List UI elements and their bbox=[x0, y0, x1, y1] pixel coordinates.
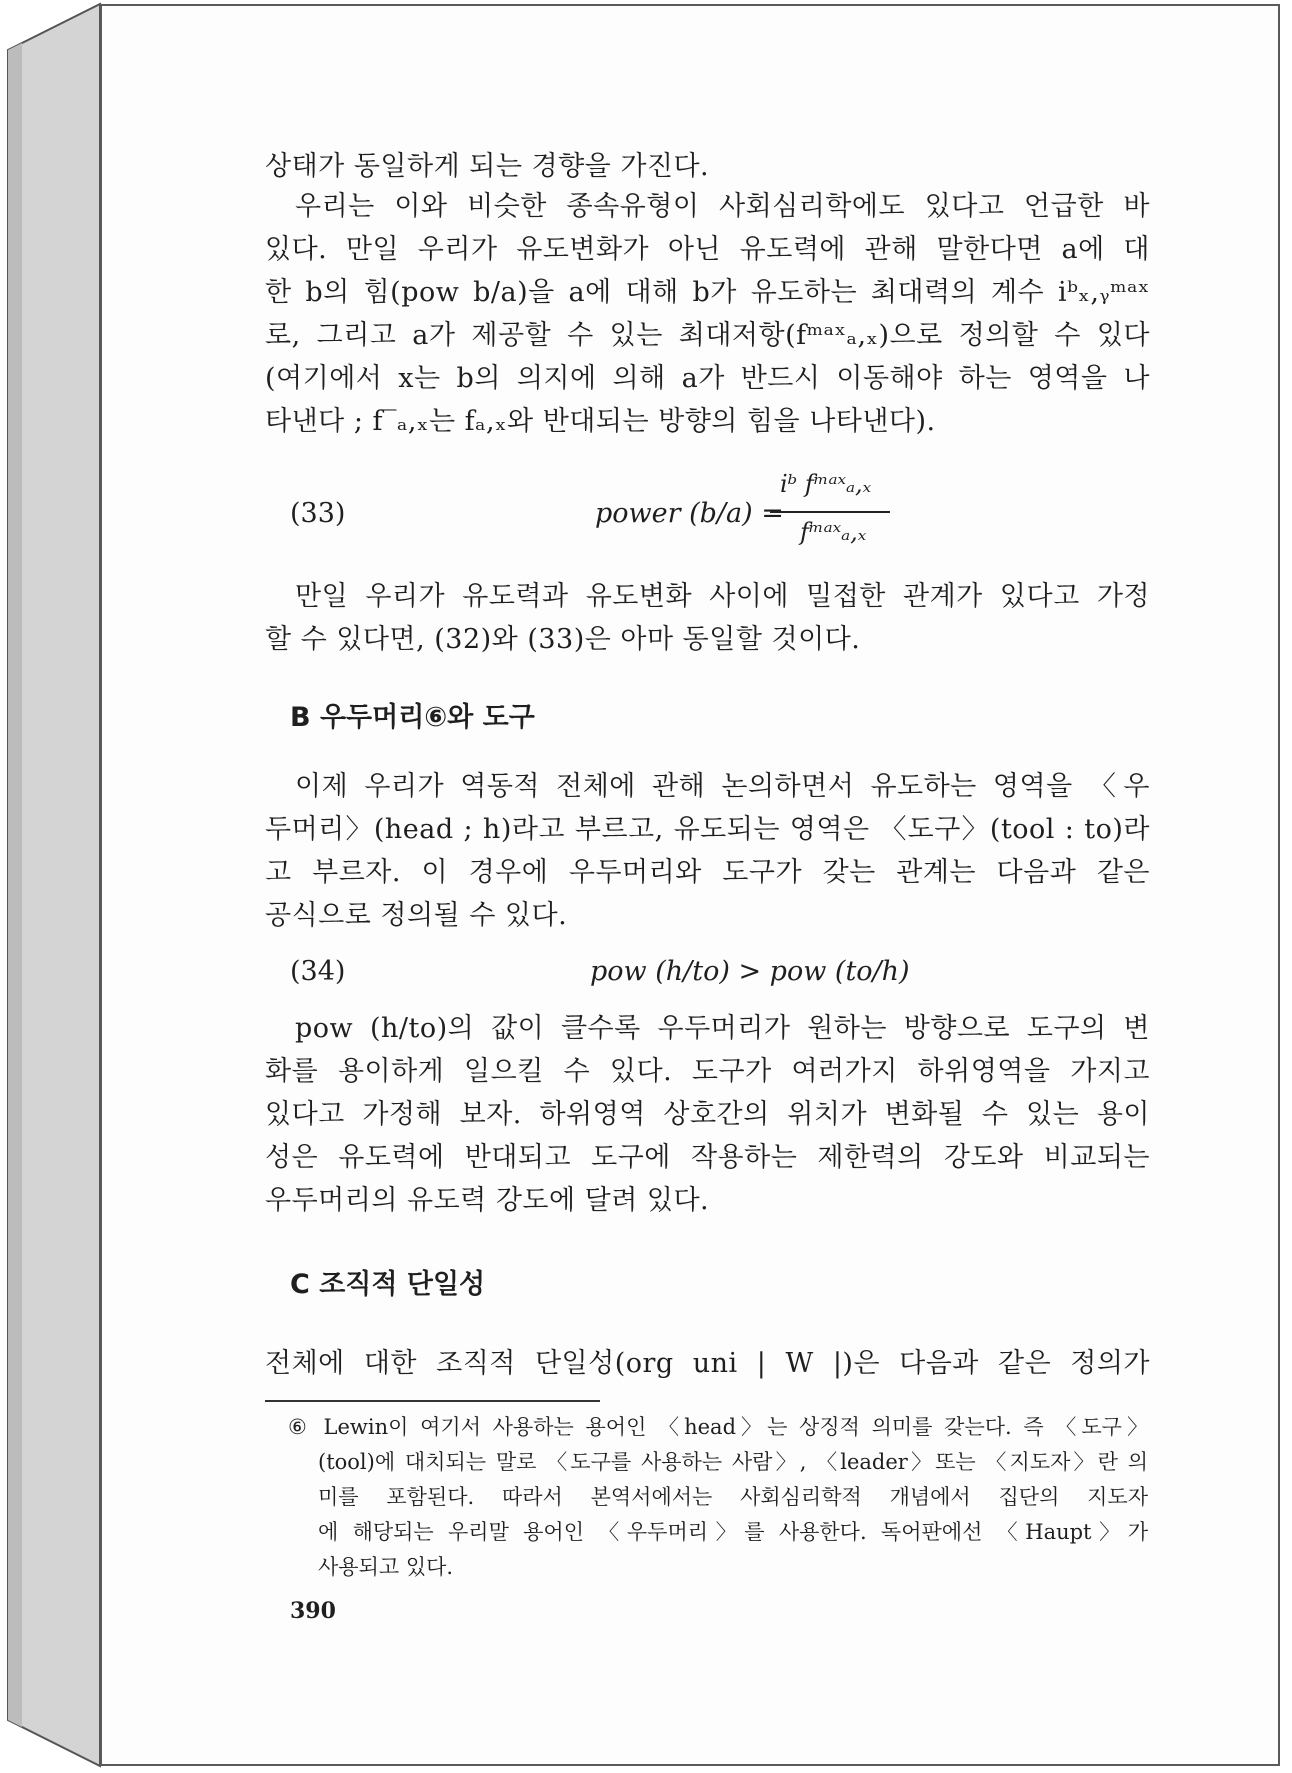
paragraph-3 bbox=[265, 575, 1150, 661]
text-line: 우두머리의 유도력 강도에 달려 있다. bbox=[265, 1185, 710, 1216]
equation-number: (33) bbox=[290, 498, 346, 529]
text-line: (여기에서 x는 b의 의지에 의해 a가 반드시 이동해야 하는 영역을 나 bbox=[265, 363, 1150, 394]
equation-denominator: fᵐᵃˣₐ,ₓ bbox=[800, 518, 867, 546]
fraction-bar bbox=[770, 511, 890, 513]
text-line: 우리는 이와 비슷한 종속유형이 사회심리학에도 있다고 언급한 바 bbox=[295, 191, 1150, 222]
footnote-line: ⑥ Lewin이 여기서 사용하는 용어인 〈head〉는 상징적 의미를 갖는다. 즉 〈도구〉 bbox=[288, 1415, 1148, 1439]
paragraph-2 bbox=[265, 185, 1150, 443]
footnote-line: (tool)에 대치되는 말로 〈도구를 사용하는 사람〉, 〈leader〉또는 〈지도자〉란 의 bbox=[318, 1450, 1148, 1474]
footnote bbox=[288, 1410, 1148, 1585]
paragraph-4 bbox=[265, 765, 1150, 937]
equation-33 bbox=[290, 492, 1150, 536]
text-line: 성은 유도력에 반대되고 도구에 작용하는 제한력의 강도와 비교되는 bbox=[265, 1142, 1150, 1173]
text-line: 이제 우리가 역동적 전체에 관해 논의하면서 유도하는 영역을 〈우 bbox=[295, 771, 1150, 802]
equation-numerator: iᵇ fᵐᵃˣₐ,ₓ bbox=[780, 470, 872, 498]
section-heading-b: B 우두머리⑥와 도구 bbox=[290, 702, 535, 733]
section-heading-c: C 조직적 단일성 bbox=[290, 1269, 486, 1300]
text-line: 전체에 대한 조직적 단일성(org uni | W |)은 다음과 같은 정의가 bbox=[265, 1348, 1150, 1379]
text-line: 화를 용이하게 일으킬 수 있다. 도구가 여러가지 하위영역을 가지고 bbox=[265, 1056, 1150, 1087]
text-line: 상태가 동일하게 되는 경향을 가진다. bbox=[265, 151, 710, 182]
text-line: 있다. 만일 우리가 유도변화가 아닌 유도력에 관해 말한다면 a에 대 bbox=[265, 234, 1150, 265]
paragraph-6 bbox=[265, 1342, 1150, 1385]
footnote-line: 미를 포함된다. 따라서 본역서에서는 사회심리학적 개념에서 집단의 지도자 bbox=[318, 1485, 1148, 1509]
text-line: 공식으로 정의될 수 있다. bbox=[265, 900, 568, 931]
text-line: pow (h/to)의 값이 클수록 우두머리가 원하는 방향으로 도구의 변 bbox=[295, 1013, 1150, 1044]
equation-34 bbox=[290, 950, 1150, 994]
text-line: 두머리〉(head ; h)라고 부르고, 유도되는 영역은 〈도구〉(tool : to)라 bbox=[265, 814, 1150, 845]
paragraph-1 bbox=[265, 145, 1150, 188]
equation-lhs: power (b/a) = bbox=[595, 498, 784, 529]
footnote-line: 사용되고 있다. bbox=[318, 1555, 454, 1579]
text-line: 타낸다 ; f‾ₐ,ₓ는 fₐ,ₓ와 반대되는 방향의 힘을 나타낸다). bbox=[265, 406, 936, 437]
paragraph-5 bbox=[265, 1007, 1150, 1222]
text-line: 만일 우리가 유도력과 유도변화 사이에 밀접한 관계가 있다고 가정 bbox=[295, 581, 1150, 612]
text-line: 고 부르자. 이 경우에 우두머리와 도구가 갖는 관계는 다음과 같은 bbox=[265, 857, 1150, 888]
text-line: 할 수 있다면, (32)와 (33)은 아마 동일할 것이다. bbox=[265, 624, 861, 655]
page-number: 390 bbox=[290, 1598, 336, 1624]
text-line: 한 b의 힘(pow b/a)을 a에 대해 b가 유도하는 최대력의 계수 iᵇₓ,ᵧᵐᵃˣ bbox=[265, 277, 1150, 308]
text-line: 있다고 가정해 보자. 하위영역 상호간의 위치가 변화될 수 있는 용이 bbox=[265, 1099, 1150, 1130]
footnote-rule bbox=[265, 1400, 600, 1402]
equation-expression: pow (h/to) > pow (to/h) bbox=[590, 956, 910, 987]
text-line: 로, 그리고 a가 제공할 수 있는 최대저항(fᵐᵃˣₐ,ₓ)으로 정의할 수 있다 bbox=[265, 320, 1150, 351]
footnote-line: 에 해당되는 우리말 용어인 〈우두머리〉를 사용한다. 독어판에선 〈Haupt〉가 bbox=[318, 1520, 1148, 1544]
equation-number: (34) bbox=[290, 956, 346, 987]
